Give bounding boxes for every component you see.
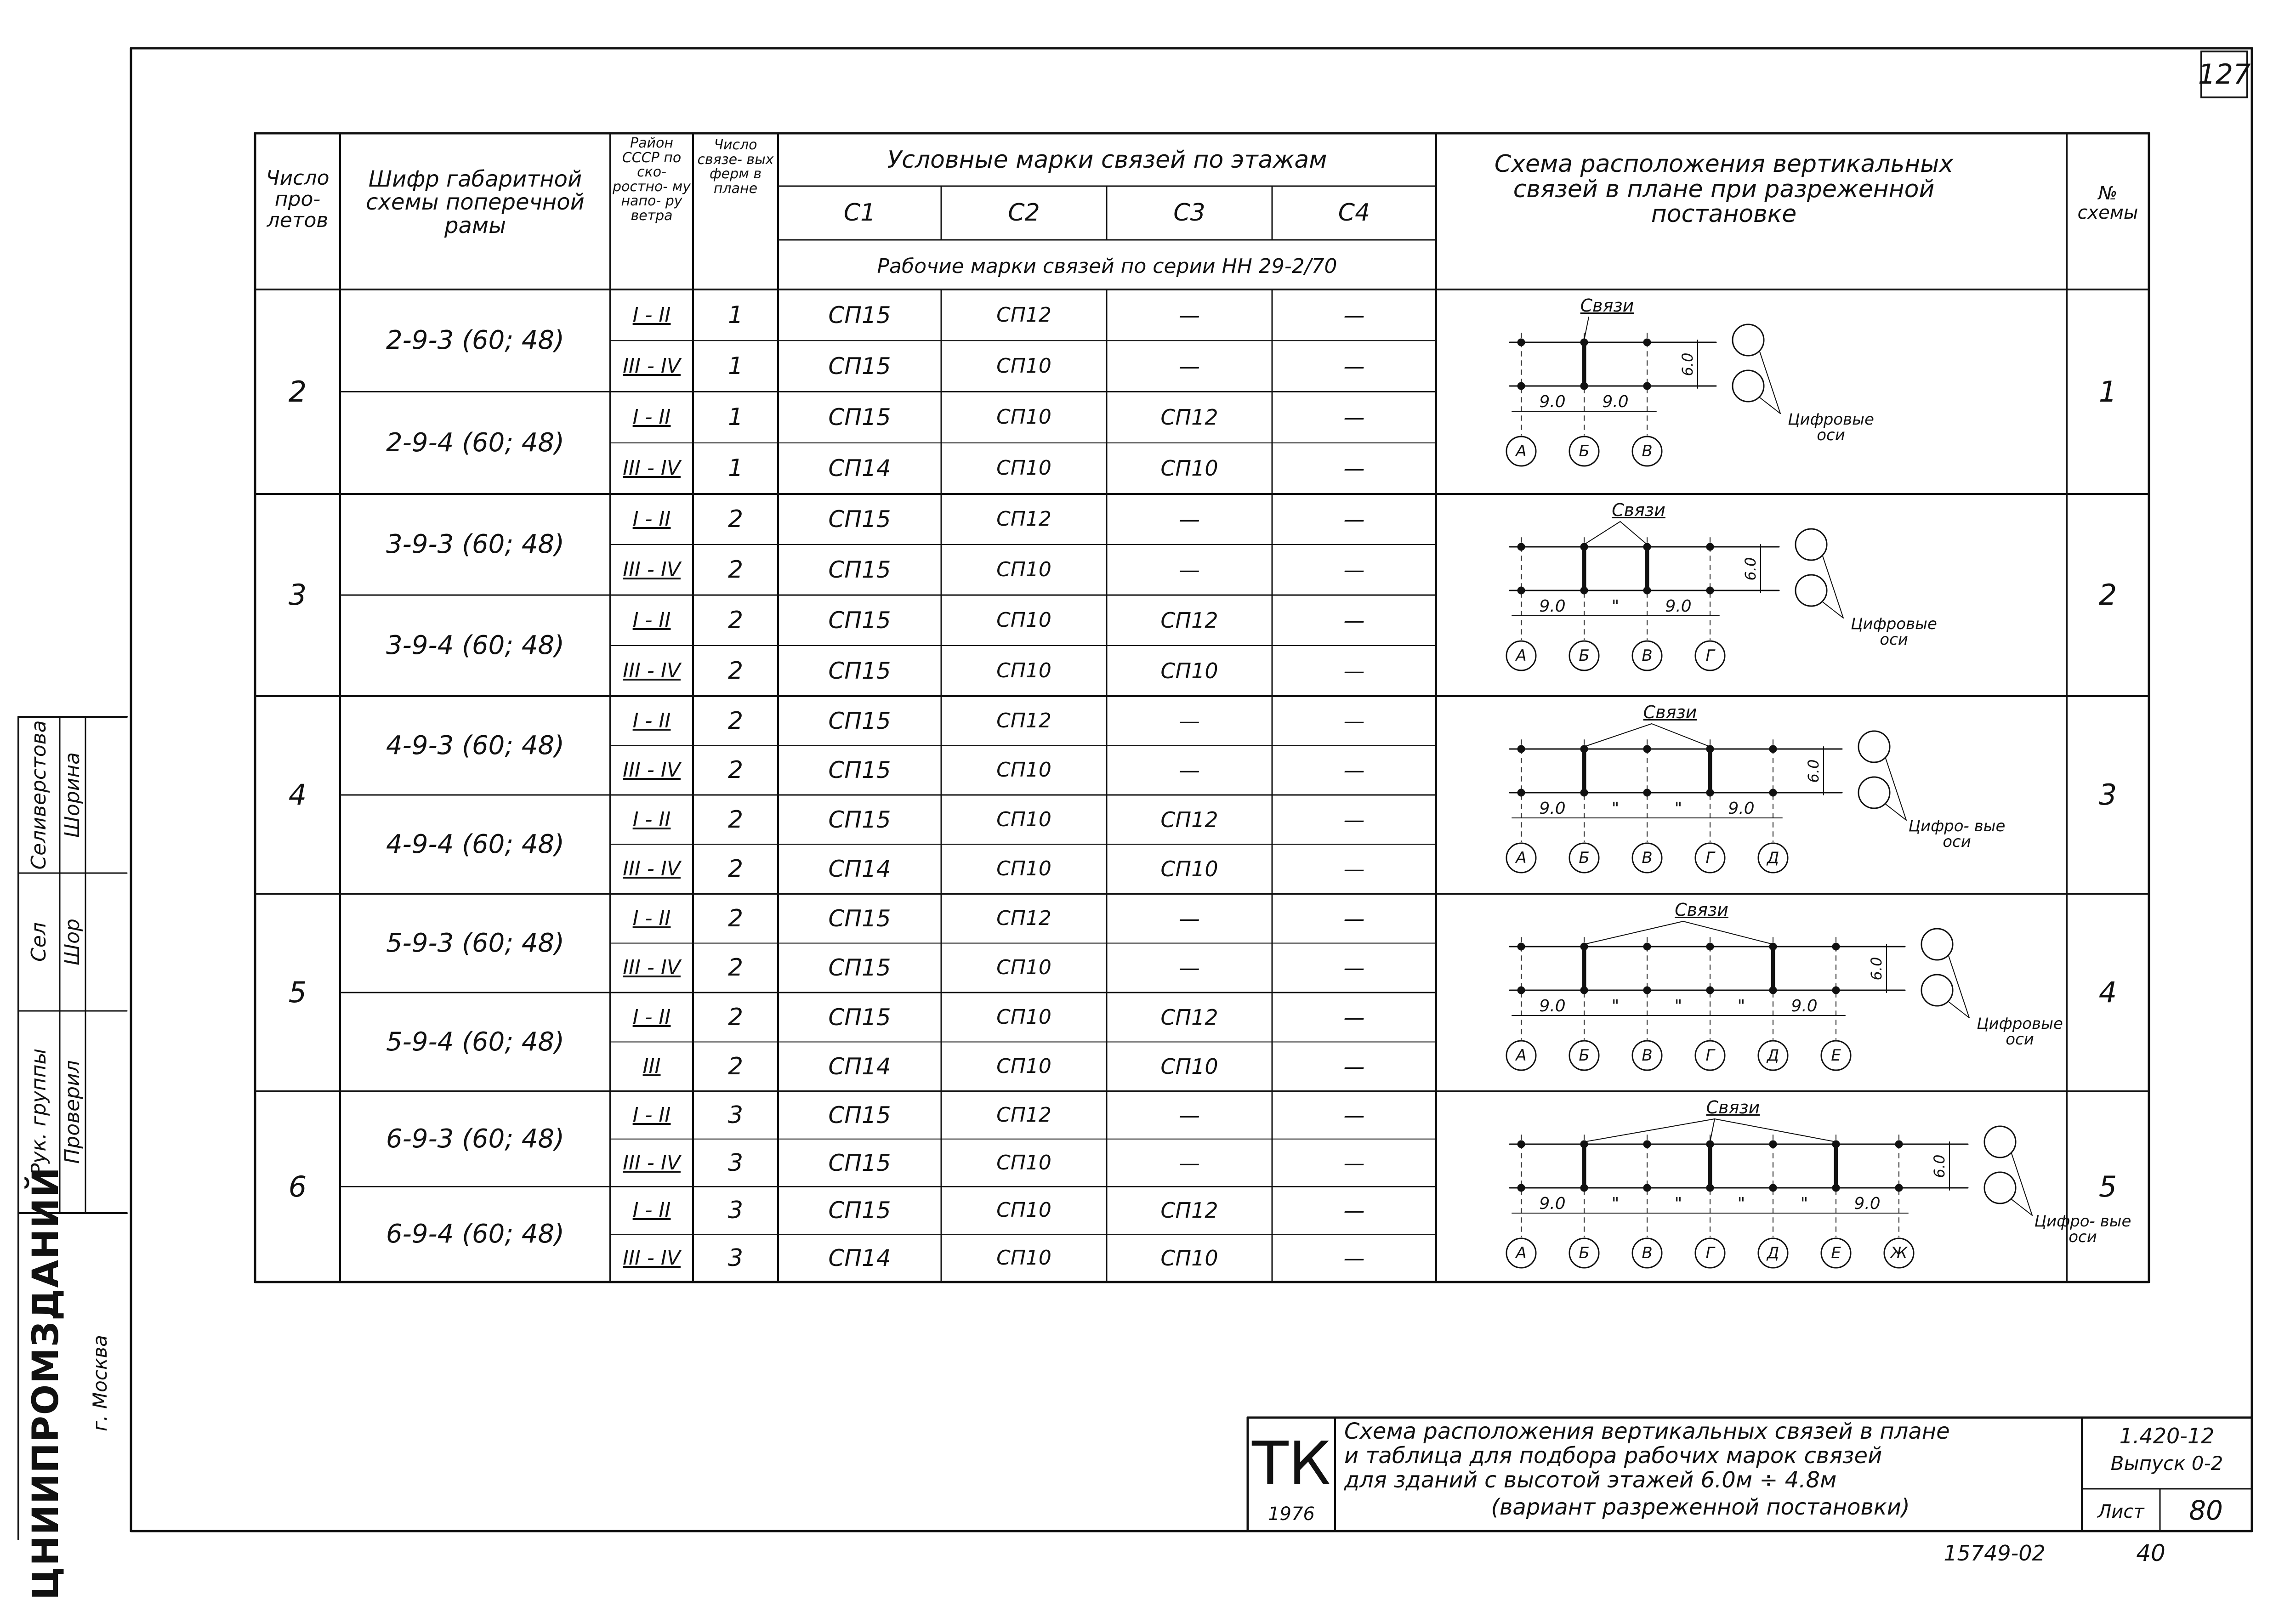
height-dim: 6.0 [1679, 352, 1696, 376]
scheme-column-dot [1833, 987, 1839, 993]
brace-leader [1710, 1119, 1715, 1142]
wind-region: III [642, 1055, 661, 1078]
mark-c3: — [1179, 758, 1200, 783]
mark-c2: СП10 [996, 758, 1051, 782]
axis-letter: Д [1767, 849, 1779, 867]
span-dim: 9.0 [1728, 799, 1755, 818]
brace-count: 1 [727, 352, 744, 380]
span-dim: 9.0 [1791, 997, 1818, 1016]
digital-axes-label: Цифровые оси [1851, 615, 1937, 649]
axis-letter: Б [1579, 849, 1590, 867]
scheme-column-dot [1707, 987, 1713, 993]
span-dim: 9.0 [1854, 1194, 1881, 1213]
mark-c3: СП10 [1160, 658, 1218, 683]
wind-region: III - IV [623, 659, 681, 682]
axis-letter: Ж [1890, 1244, 1908, 1262]
header-braces: Число связе- вых ферм в плане [697, 137, 774, 197]
wind-region: I - II [632, 906, 671, 930]
mark-c4: — [1343, 857, 1365, 882]
sheet-label: Лист [2097, 1501, 2144, 1522]
mark-c1: СП15 [828, 556, 891, 583]
scheme-column-dot [1896, 1141, 1902, 1147]
scheme-column-dot [1644, 746, 1650, 752]
wind-region: III - IV [623, 1151, 681, 1174]
stamp-organization: ЦНИИПРОМЗДАНИЙ [25, 1166, 67, 1600]
digital-axis-circle [1858, 731, 1890, 762]
spans-count: 2 [288, 374, 307, 409]
mark-c3: СП12 [1160, 608, 1218, 633]
span-dim: " [1611, 1194, 1620, 1213]
mark-c4: — [1343, 807, 1365, 832]
scheme-column-dot [1707, 943, 1713, 950]
scheme-column-dot [1518, 339, 1524, 346]
mark-c2: СП12 [996, 507, 1051, 531]
mark-c3: — [1179, 302, 1200, 328]
axis-letter: В [1642, 1244, 1653, 1262]
digital-axis-circle [1984, 1172, 2016, 1203]
header-scheme: Схема расположения вертикальных связей в плане при разреженной постановке [1494, 150, 1954, 228]
mark-c2: СП12 [996, 303, 1051, 327]
mark-c4: — [1343, 1150, 1365, 1175]
scheme-number: 1 [2098, 374, 2117, 409]
span-dim: 9.0 [1539, 597, 1566, 616]
wind-region: I - II [632, 1005, 671, 1029]
header-working: Рабочие марки связей по серии НН 29-2/70 [877, 255, 1337, 278]
header-floor-1: С1 [843, 199, 876, 227]
scheme-number: 4 [2098, 976, 2117, 1009]
mark-c1: СП14 [828, 1245, 891, 1272]
mark-c4: — [1343, 1004, 1365, 1030]
scheme-number: 5 [2098, 1169, 2117, 1203]
brace-count: 2 [727, 954, 744, 982]
scheme-column-dot [1644, 339, 1650, 346]
brace-leader [1584, 522, 1620, 545]
stamp-sign-1: Сел [27, 922, 51, 962]
scheme-column-dot [1644, 383, 1650, 389]
mark-c1: СП15 [828, 1149, 891, 1176]
span-dim: 9.0 [1539, 1194, 1566, 1213]
wind-region: III - IV [623, 354, 681, 378]
page-number: 127 [2198, 58, 2251, 91]
mark-c3: СП12 [1160, 405, 1218, 430]
mark-c3: — [1179, 353, 1200, 379]
title-line-4: (вариант разреженной постановки) [1491, 1494, 1910, 1520]
wind-region: III - IV [623, 956, 681, 980]
axis-letter: В [1642, 849, 1653, 867]
mark-c2: СП12 [996, 1103, 1051, 1127]
axis-letter: Д [1767, 1046, 1779, 1065]
braces-label: Связи [1612, 500, 1665, 520]
axis-letter: Г [1705, 1244, 1715, 1262]
mark-c1: СП15 [828, 954, 891, 982]
scheme-column-dot [1833, 943, 1839, 950]
span-dim: " [1611, 597, 1620, 616]
mark-c4: — [1343, 608, 1365, 633]
brace-count: 1 [727, 454, 744, 482]
brace-leader [1620, 522, 1648, 545]
scheme-column-dot [1518, 544, 1524, 550]
span-dim: " [1674, 799, 1682, 818]
span-dim: " [1737, 1194, 1745, 1213]
mark-c1: СП15 [828, 301, 891, 329]
wind-region: I - II [632, 303, 671, 327]
scheme-column-dot [1518, 987, 1524, 993]
brace-count: 2 [727, 607, 744, 634]
scheme-column-dot [1896, 1185, 1902, 1191]
mark-c2: СП12 [996, 906, 1051, 930]
scheme-column-dot [1707, 587, 1713, 594]
mark-c2: СП10 [996, 1005, 1051, 1029]
digital-axes-label: Цифро- вые оси [2034, 1212, 2131, 1246]
axis-letter: В [1642, 442, 1653, 460]
brace-leader [1584, 317, 1589, 340]
mark-c2: СП10 [996, 456, 1051, 480]
axis-letter: Г [1705, 849, 1715, 867]
axis-letter: Е [1831, 1046, 1841, 1065]
title-line-3: для зданий с высотой этажей 6.0м ÷ 4.8м [1344, 1467, 1837, 1493]
mark-c4: — [1343, 302, 1365, 328]
span-dim: " [1674, 1194, 1682, 1213]
wind-region: III - IV [623, 758, 681, 782]
scheme-column-dot [1644, 943, 1650, 950]
mark-c2: СП12 [996, 709, 1051, 732]
mark-c2: СП10 [996, 1198, 1051, 1222]
mark-c1: СП15 [828, 1101, 891, 1129]
scheme-number: 2 [2098, 578, 2117, 612]
spans-count: 6 [288, 1169, 307, 1203]
mark-c2: СП10 [996, 1055, 1051, 1078]
digital-axis-circle [1733, 370, 1764, 402]
inventory-suffix: 40 [2136, 1540, 2165, 1566]
brace-count: 3 [727, 1244, 744, 1272]
mark-c1: СП15 [828, 1004, 891, 1031]
spans-count: 3 [288, 578, 307, 612]
axis-letter: Б [1579, 1244, 1590, 1262]
stamp-role-1: Рук. группы [27, 1048, 51, 1176]
span-dim: 9.0 [1539, 799, 1566, 818]
brace-count: 3 [727, 1149, 744, 1177]
mark-c3: СП12 [1160, 1198, 1218, 1223]
brace-count: 2 [727, 806, 744, 834]
inventory-number: 15749-02 [1944, 1541, 2046, 1566]
mark-c4: — [1343, 1198, 1365, 1223]
mark-c4: — [1343, 658, 1365, 683]
frame-cipher: 4-9-4 (60; 48) [386, 829, 564, 859]
brace-leader [1652, 724, 1710, 747]
mark-c4: — [1343, 456, 1365, 481]
header-wind: Район СССР по ско- ростно- му напо- ру ветра [612, 135, 691, 224]
frame-cipher: 6-9-3 (60; 48) [386, 1123, 564, 1154]
mark-c1: СП15 [828, 806, 891, 833]
mark-c2: СП10 [996, 354, 1051, 378]
brace-count: 2 [727, 756, 744, 784]
mark-c1: СП15 [828, 352, 891, 380]
frame-cipher: 4-9-3 (60; 48) [386, 730, 564, 760]
scheme-column-dot [1770, 746, 1776, 752]
mark-c3: — [1179, 955, 1200, 981]
tk-mark: ТК [1252, 1429, 1331, 1498]
spans-count: 4 [288, 778, 307, 811]
digital-axis-circle [1984, 1126, 2016, 1157]
digital-axis-circle [1796, 529, 1827, 560]
digital-axes-label: Цифро- вые оси [1908, 817, 2006, 851]
mark-c3: СП10 [1160, 1054, 1218, 1079]
axis-letter: Д [1767, 1244, 1779, 1262]
mark-c1: СП14 [828, 856, 891, 883]
stamp-name-2: Шорина [61, 752, 84, 838]
wind-region: I - II [632, 709, 671, 732]
mark-c1: СП15 [828, 1197, 891, 1224]
mark-c3: — [1179, 1102, 1200, 1128]
wind-region: I - II [632, 507, 671, 531]
axis-letter: Г [1705, 1046, 1715, 1065]
frame-cipher: 5-9-4 (60; 48) [386, 1027, 564, 1057]
scheme-number: 3 [2098, 778, 2117, 811]
stamp-city: г. Москва [89, 1335, 111, 1431]
frame-cipher: 2-9-3 (60; 48) [386, 325, 564, 356]
header-cipher: Шифр габаритной схемы поперечной рамы [366, 166, 585, 238]
brace-count: 2 [727, 904, 744, 932]
span-dim: " [1611, 997, 1620, 1016]
digital-axis-circle [1796, 575, 1827, 606]
mark-c2: СП10 [996, 608, 1051, 632]
wind-region: III - IV [623, 857, 681, 881]
scheme-column-dot [1644, 987, 1650, 993]
scheme-column-dot [1644, 789, 1650, 796]
mark-c1: СП15 [828, 404, 891, 431]
mark-c1: СП15 [828, 658, 891, 684]
axis-letter: Б [1579, 647, 1590, 665]
height-dim: 6.0 [1805, 759, 1822, 783]
year: 1976 [1268, 1504, 1315, 1525]
brace-count: 2 [727, 556, 744, 584]
mark-c3: — [1179, 1150, 1200, 1175]
mark-c1: СП15 [828, 607, 891, 634]
mark-c4: — [1343, 557, 1365, 582]
brace-leader [1584, 724, 1652, 747]
scheme-column-dot [1518, 746, 1524, 752]
scheme-column-dot [1518, 1141, 1524, 1147]
axis-letter: А [1516, 647, 1527, 665]
spans-count: 5 [288, 976, 307, 1009]
header-floor-3: С3 [1173, 199, 1205, 227]
mark-c1: СП15 [828, 707, 891, 734]
mark-c4: — [1343, 1102, 1365, 1128]
scheme-column-dot [1518, 943, 1524, 950]
braces-label: Связи [1643, 702, 1697, 722]
mark-c2: СП10 [996, 807, 1051, 831]
brace-count: 2 [727, 505, 744, 533]
scheme-column-dot [1518, 789, 1524, 796]
axis-letter: Б [1579, 1046, 1590, 1065]
mark-c3: — [1179, 507, 1200, 532]
header-conditional: Условные марки связей по этажам [887, 146, 1327, 174]
span-dim: 9.0 [1539, 392, 1566, 411]
mark-c4: — [1343, 353, 1365, 379]
frame-cipher: 5-9-3 (60; 48) [386, 928, 564, 958]
brace-count: 2 [727, 707, 744, 735]
mark-c4: — [1343, 955, 1365, 981]
title-line-2: и таблица для подбора рабочих марок связей [1344, 1443, 1882, 1469]
scheme-column-dot [1707, 544, 1713, 550]
header-floor-2: С2 [1008, 199, 1040, 227]
stamp-role-2: Проверил [61, 1060, 84, 1164]
mark-c1: СП14 [828, 455, 891, 482]
axis-letter: А [1516, 1046, 1527, 1065]
sheet-number: 80 [2189, 1495, 2223, 1526]
mark-c1: СП15 [828, 905, 891, 932]
scheme-column-dot [1770, 789, 1776, 796]
height-dim: 6.0 [1868, 957, 1885, 980]
digital-axis-circle [1921, 929, 1953, 960]
scheme-column-dot [1770, 1185, 1776, 1191]
scheme-column-dot [1770, 1141, 1776, 1147]
axis-letter: Г [1705, 647, 1715, 665]
wind-region: I - II [632, 807, 671, 831]
span-dim: " [1674, 997, 1682, 1016]
axis-letter: В [1642, 647, 1653, 665]
axis-letter: Б [1579, 442, 1590, 460]
mark-c2: СП10 [996, 857, 1051, 881]
wind-region: I - II [632, 1103, 671, 1127]
wind-region: III - IV [623, 558, 681, 581]
mark-c1: СП15 [828, 506, 891, 533]
brace-count: 2 [727, 855, 744, 883]
digital-axis-circle [1733, 324, 1764, 356]
axis-letter: В [1642, 1046, 1653, 1065]
wind-region: I - II [632, 608, 671, 632]
scheme-column-dot [1644, 1141, 1650, 1147]
mark-c3: СП10 [1160, 1246, 1218, 1271]
mark-c3: СП10 [1160, 456, 1218, 481]
header-floor-4: С4 [1338, 199, 1370, 227]
braces-label: Связи [1706, 1097, 1760, 1118]
scheme-column-dot [1644, 1185, 1650, 1191]
mark-c2: СП10 [996, 558, 1051, 581]
frame-cipher: 3-9-4 (60; 48) [386, 630, 564, 660]
digital-axes-label: Цифровые оси [1977, 1015, 2063, 1049]
braces-label: Связи [1580, 295, 1634, 316]
frame-cipher: 6-9-4 (60; 48) [386, 1219, 564, 1249]
mark-c2: СП10 [996, 1246, 1051, 1270]
header-scheme-no: № схемы [2077, 183, 2138, 223]
span-dim: 9.0 [1602, 392, 1629, 411]
mark-c2: СП10 [996, 659, 1051, 682]
wind-region: III - IV [623, 1246, 681, 1270]
mark-c4: — [1343, 758, 1365, 783]
brace-count: 1 [727, 403, 744, 431]
frame-cipher: 2-9-4 (60; 48) [386, 427, 564, 458]
mark-c1: СП14 [828, 1053, 891, 1080]
brace-count: 3 [727, 1197, 744, 1225]
height-dim: 6.0 [1742, 557, 1759, 580]
mark-c3: СП10 [1160, 857, 1218, 882]
mark-c2: СП10 [996, 405, 1051, 429]
wind-region: I - II [632, 1198, 671, 1222]
mark-c3: СП12 [1160, 1004, 1218, 1030]
mark-c3: — [1179, 708, 1200, 733]
mark-c4: — [1343, 405, 1365, 430]
scheme-column-dot [1518, 1185, 1524, 1191]
mark-c3: — [1179, 557, 1200, 582]
brace-count: 2 [727, 1003, 744, 1031]
mark-c4: — [1343, 1246, 1365, 1271]
mark-c4: — [1343, 906, 1365, 931]
digital-axes-label: Цифровые оси [1788, 410, 1874, 444]
series-code: 1.420-12 [2119, 1424, 2215, 1448]
axis-letter: Е [1831, 1244, 1841, 1262]
digital-axis-circle [1921, 975, 1953, 1006]
brace-count: 2 [727, 657, 744, 685]
span-dim: 9.0 [1665, 597, 1692, 616]
wind-region: I - II [632, 405, 671, 429]
height-dim: 6.0 [1931, 1154, 1948, 1178]
mark-c4: — [1343, 708, 1365, 733]
mark-c2: СП10 [996, 956, 1051, 980]
braces-label: Связи [1675, 900, 1728, 920]
span-dim: " [1800, 1194, 1808, 1213]
wind-region: III - IV [623, 456, 681, 480]
frame-cipher: 3-9-3 (60; 48) [386, 529, 564, 559]
brace-leader [1584, 921, 1683, 944]
scheme-column-dot [1518, 383, 1524, 389]
issue-number: Выпуск 0-2 [2110, 1452, 2223, 1475]
axis-letter: А [1516, 1244, 1527, 1262]
brace-leader [1683, 921, 1773, 944]
brace-count: 3 [727, 1101, 744, 1129]
stamp-sign-2: Шор [61, 919, 84, 965]
mark-c4: — [1343, 1054, 1365, 1079]
span-dim: 9.0 [1539, 997, 1566, 1016]
brace-count: 2 [727, 1053, 744, 1081]
title-line-1: Схема расположения вертикальных связей в плане [1344, 1418, 1950, 1444]
mark-c4: — [1343, 507, 1365, 532]
axis-letter: А [1516, 849, 1527, 867]
mark-c2: СП10 [996, 1151, 1051, 1174]
mark-c3: СП12 [1160, 807, 1218, 832]
span-dim: " [1611, 799, 1620, 818]
brace-count: 1 [727, 301, 744, 329]
brace-leader [1715, 1119, 1836, 1142]
brace-leader [1584, 1119, 1715, 1142]
axis-letter: А [1516, 442, 1527, 460]
scheme-column-dot [1518, 587, 1524, 594]
mark-c1: СП15 [828, 757, 891, 784]
span-dim: " [1737, 997, 1745, 1016]
mark-c3: — [1179, 906, 1200, 931]
stamp-name-1: Селиверстова [27, 720, 51, 870]
header-spans: Число про- летов [266, 166, 330, 233]
digital-axis-circle [1858, 777, 1890, 808]
